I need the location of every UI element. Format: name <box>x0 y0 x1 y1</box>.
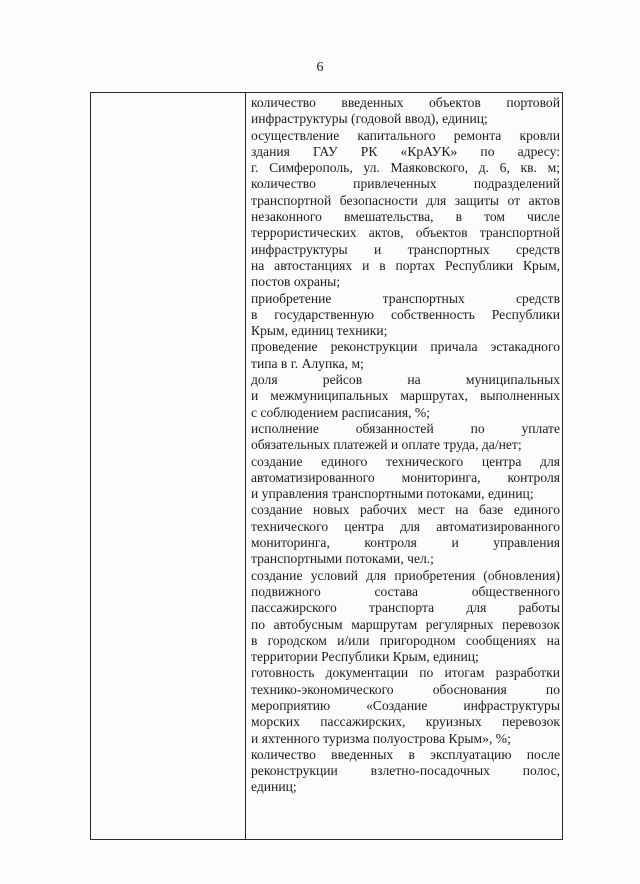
text-line: доля рейсов на муниципальных <box>251 372 560 388</box>
table-left-column <box>91 93 246 839</box>
text-line: создание условий для приобретения (обновления) <box>251 567 560 583</box>
indicator-table <box>90 92 563 840</box>
text-line: постов охраны; <box>251 274 341 290</box>
text-line: с соблюдением расписания, %; <box>251 404 430 420</box>
text-line: типа в г. Алупка, м; <box>251 355 364 371</box>
text-line: создание новых рабочих мест на базе единого <box>251 502 560 518</box>
text-line: мониторинга, контроля и управления <box>251 535 560 551</box>
text-line: приобретение транспортных средств <box>251 290 560 306</box>
text-line: транспортными потоками, чел.; <box>251 551 434 567</box>
text-line: количество привлеченных подразделений <box>251 176 560 192</box>
text-line: автоматизированного мониторинга, контроля <box>251 469 560 485</box>
text-line: количество введенных объектов портовой <box>251 95 560 110</box>
text-line: проведение реконструкции причала эстакадного <box>251 339 560 355</box>
text-line: морских пассажирских, круизных перевозок <box>251 714 560 730</box>
text-line: технико-экономического обоснования по <box>251 681 560 697</box>
text-line: на автостанциях и в портах Республики Крым, <box>251 257 560 273</box>
text-line: транспортной безопасности для защиты от актов <box>251 192 560 208</box>
page-number: 6 <box>316 60 324 75</box>
text-line: инфраструктуры (годовой ввод), единиц; <box>251 111 488 127</box>
text-line: реконструкции взлетно-посадочных полос, <box>251 763 560 779</box>
text-line: количество введенных в эксплуатацию после <box>251 746 560 762</box>
text-line: территории Республики Крым, единиц; <box>251 649 479 665</box>
text-line: и управления транспортными потоками, единиц; <box>251 486 534 502</box>
text-line: пассажирского транспорта для работы <box>251 600 560 616</box>
text-line: г. Симферополь, ул. Маяковского, д. 6, кв. м; <box>251 160 560 176</box>
text-line: в городском и/или пригородном сообщениях на <box>251 632 560 648</box>
text-line: создание единого технического центра для <box>251 453 560 469</box>
text-line: единиц; <box>251 779 297 795</box>
text-line: и межмуниципальных маршрутах, выполненных <box>251 388 560 404</box>
text-line: технического центра для автоматизированного <box>251 518 560 534</box>
text-line: Крым, единиц техники; <box>251 323 388 339</box>
text-line: исполнение обязанностей по уплате <box>251 420 560 436</box>
text-line: инфраструктуры и транспортных средств <box>251 241 560 257</box>
text-line: и яхтенного туризма полуострова Крым», %; <box>251 730 511 746</box>
text-line: подвижного состава общественного <box>251 583 560 599</box>
text-line: мероприятию «Создание инфраструктуры <box>251 697 560 713</box>
text-line: здания ГАУ РК «КрАУК» по адресу: <box>251 143 560 159</box>
table-right-column <box>251 95 560 796</box>
text-line: готовность документации по итогам разработки <box>251 665 560 681</box>
text-line: осуществление капитального ремонта кровли <box>251 127 560 143</box>
text-line: незаконного вмешательства, в том числе <box>251 209 560 225</box>
text-line: террористических актов, объектов транспортной <box>251 225 560 241</box>
text-line: в государственную собственность Республики <box>251 306 560 322</box>
text-line: по автобусным маршрутам регулярных перевозок <box>251 616 560 632</box>
text-line: обязательных платежей и оплате труда, да/нет; <box>251 437 522 453</box>
